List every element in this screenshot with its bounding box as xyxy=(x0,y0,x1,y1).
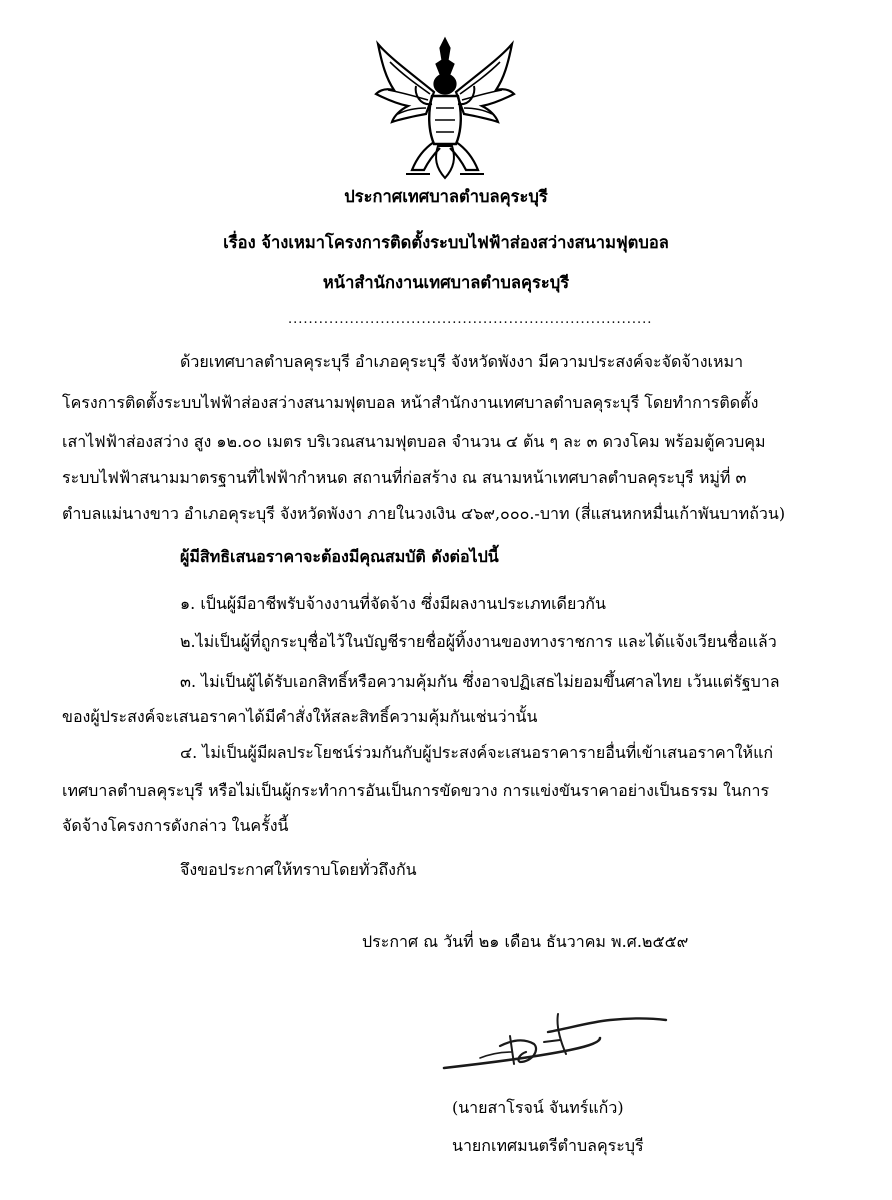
qualification-item-2: ๒.ไม่เป็นผู้ที่ถูกระบุชื่อไว้ในบัญชีรายชื่อผู้ทิ้งงานของทางราชการ และได้แจ้งเวียนชื่อแล้ว xyxy=(180,632,777,651)
signer-position: นายกเทศมนตรีตำบลคุระบุรี xyxy=(452,1136,644,1155)
signature-icon xyxy=(440,1006,670,1076)
paragraph-line: ด้วยเทศบาลตำบลคุระบุรี อำเภอคุระบุรี จังหวัดพังงา มีความประสงค์จะจัดจ้างเหมา xyxy=(180,352,744,371)
garuda-emblem-icon xyxy=(372,34,518,182)
signer-name: (นายสาโรจน์ จันทร์แก้ว) xyxy=(452,1098,624,1117)
announcement-title: ประกาศเทศบาลตำบลคุระบุรี xyxy=(344,187,548,206)
paragraph-line: ระบบไฟฟ้าสนามมาตรฐานที่ไฟฟ้ากำหนด สถานที่ก่อสร้าง ณ สนามหน้าเทศบาลตำบลคุระบุรี หมู่ที่ ๓ xyxy=(62,468,747,487)
qualification-item-4: ๔. ไม่เป็นผู้มีผลประโยชน์ร่วมกันกับผู้ประสงค์จะเสนอราคารายอื่นที่เข้าเสนอราคาให้แก่ xyxy=(180,743,774,762)
qualification-item-4-cont: เทศบาลตำบลคุระบุรี หรือไม่เป็นผู้กระทำการอันเป็นการขัดขวาง การแข่งขันราคาอย่างเป็นธรรม ในการ xyxy=(62,781,770,800)
qualification-item-4-cont: จัดจ้างโครงการดังกล่าว ในครั้งนี้ xyxy=(62,816,289,835)
qualification-item-3: ๓. ไม่เป็นผู้ได้รับเอกสิทธิ์หรือความคุ้มกัน ซึ่งอาจปฏิเสธไม่ยอมขึ้นศาลไทย เว้นแต่รัฐบาล xyxy=(180,672,780,691)
announcement-location: หน้าสำนักงานเทศบาลตำบลคุระบุรี xyxy=(322,273,570,292)
qualifications-heading: ผู้มีสิทธิเสนอราคาจะต้องมีคุณสมบัติ ดังต่อไปนี้ xyxy=(180,547,499,566)
qualification-item-3-cont: ของผู้ประสงค์จะเสนอราคาได้มีคำสั่งให้สละสิทธิ์ความคุ้มกันเช่นว่านั้น xyxy=(62,707,538,726)
announcement-date: ประกาศ ณ วันที่ ๒๑ เดือน ธันวาคม พ.ศ.๒๕๕๙ xyxy=(362,932,689,951)
closing-line: จึงขอประกาศให้ทราบโดยทั่วถึงกัน xyxy=(180,860,417,879)
announcement-subject: เรื่อง จ้างเหมาโครงการติดตั้งระบบไฟฟ้าส่องสว่างสนามฟุตบอล xyxy=(223,233,669,252)
qualification-item-1: ๑. เป็นผู้มีอาชีพรับจ้างงานที่จัดจ้าง ซึ่งมีผลงานประเภทเดียวกัน xyxy=(180,594,606,613)
paragraph-line: ตำบลแม่นางขาว อำเภอคุระบุรี จังหวัดพังงา ภายในวงเงิน ๔๖๙,๐๐๐.-บาท (สี่แสนหกหมื่นเก้าพันบาทถ้วน) xyxy=(62,504,786,523)
separator-dots: ....................................................................... xyxy=(288,312,653,327)
paragraph-line: เสาไฟฟ้าส่องสว่าง สูง ๑๒.๐๐ เมตร บริเวณสนามฟุตบอล จำนวน ๔ ต้น ๆ ละ ๓ ดวงโคม พร้อมตู้ควบคุม xyxy=(62,432,766,451)
paragraph-line: โครงการติดตั้งระบบไฟฟ้าส่องสว่างสนามฟุตบอล หน้าสำนักงานเทศบาลตำบลคุระบุรี โดยทำการติดตั้ง xyxy=(62,393,759,412)
